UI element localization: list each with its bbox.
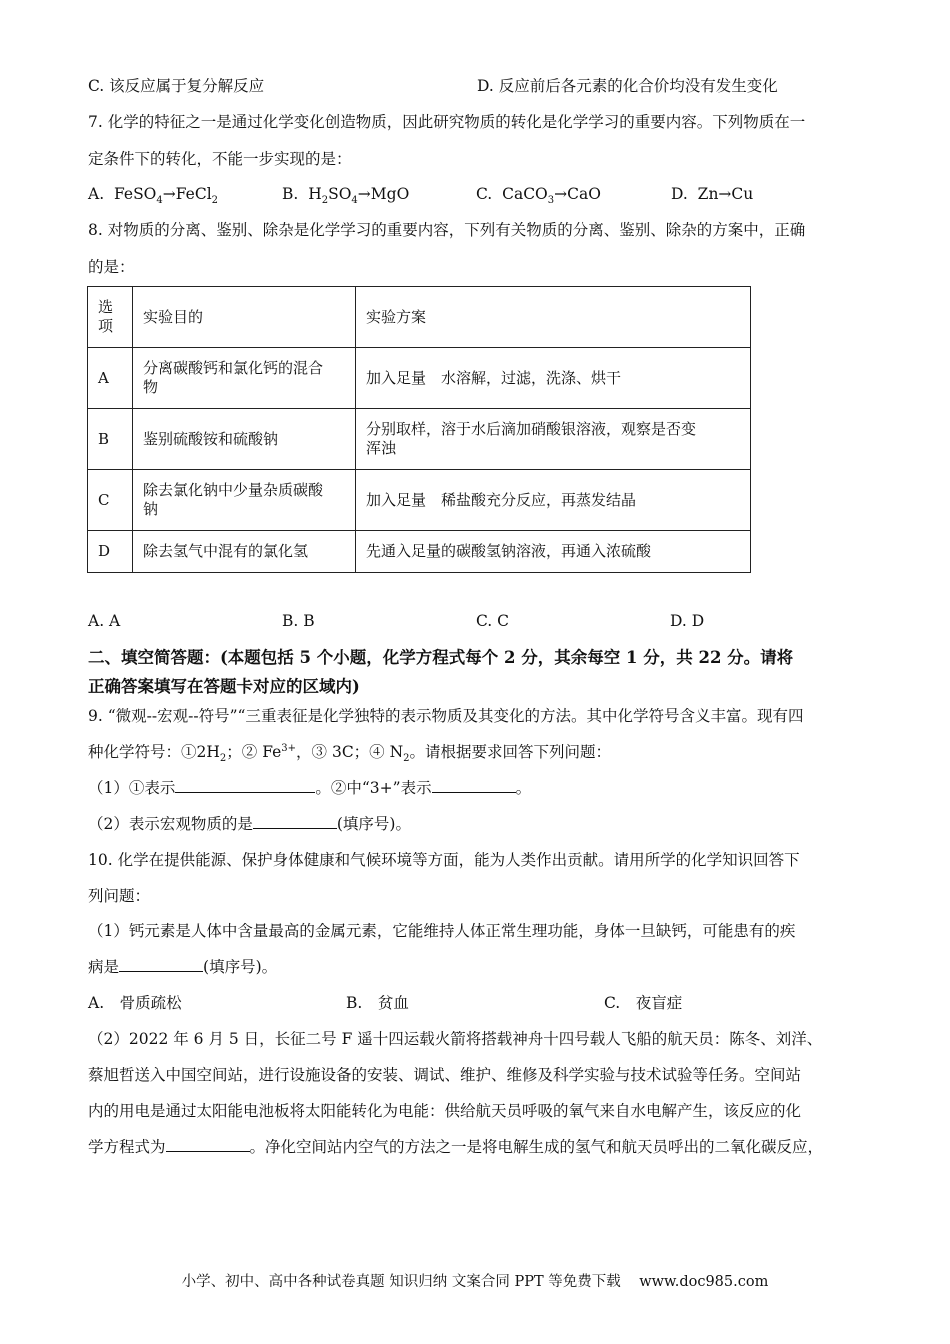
q10-option-b: B. 贫血 — [346, 994, 409, 1012]
row-plan: 分别取样，溶于水后滴加硝酸银溶液，观察是否变 浑浊 — [356, 409, 751, 470]
q10-sub1-line1: （1）钙元素是人体中含量最高的金属元素，它能维持人体正常生理功能，身体一旦缺钙，可能患有的疾 — [88, 922, 796, 940]
q8-answer-c: C. C — [476, 612, 510, 630]
q9-stem-line1: 9. “微观--宏观--符号”“三重表征是化学独特的表示物质及其变化的方法。其中化学符号含义丰富。现有四 — [88, 707, 804, 725]
answer-blank[interactable] — [432, 778, 516, 793]
q8-answer-a: A. A — [88, 612, 121, 630]
q7-stem-line1: 7. 化学的特征之一是通过化学变化创造物质，因此研究物质的转化是化学学习的重要内容。下列物质在一 — [88, 113, 806, 131]
header-plan: 实验方案 — [356, 287, 751, 348]
q7-option-a: A. FeSO$_4$→FeCl$_2$ — [88, 185, 219, 207]
row-option: D — [88, 531, 133, 573]
row-aim: 鉴别硫酸铵和硫酸钠 — [133, 409, 356, 470]
q7-option-c: C. CaCO$_3$→CaO — [476, 185, 601, 207]
q6-option-d: D. 反应前后各元素的化合价均没有发生变化 — [477, 77, 778, 95]
row-option: A — [88, 348, 133, 409]
q8-stem-line1: 8. 对物质的分离、鉴别、除杂是化学学习的重要内容，下列有关物质的分离、鉴别、除杂的方案中，正确 — [88, 221, 806, 239]
footer-site-link[interactable]: www.doc985.com — [639, 1274, 769, 1290]
table-row — [88, 409, 751, 470]
answer-blank[interactable] — [119, 957, 203, 972]
q8-answer-b: B. B — [282, 612, 315, 630]
answer-blank[interactable] — [166, 1137, 250, 1152]
section2-heading-line2: 正确答案填写在答题卡对应的区域内) — [88, 677, 360, 696]
table-row — [88, 531, 751, 573]
answer-blank[interactable] — [175, 778, 315, 793]
row-aim: 分离碳酸钙和氯化钙的混合 物 — [133, 348, 356, 409]
row-plan: 加入足量 水溶解，过滤，洗涤、烘干 — [356, 348, 751, 409]
q6-option-c: C. 该反应属于复分解反应 — [88, 77, 265, 95]
q7-stem-line2: 定条件下的转化，不能一步实现的是： — [88, 150, 352, 168]
q9-sub1: （1）①表示 。②中“3+”表示 。 — [88, 779, 532, 797]
row-plan: 先通入足量的碳酸氢钠溶液，再通入浓硫酸 — [356, 531, 751, 573]
q10-stem-line1: 10. 化学在提供能源、保护身体健康和气候环境等方面，能为人类作出贡献。请用所学的化学知识回答下 — [88, 851, 800, 869]
q10-sub2-line2: 蔡旭哲送入中国空间站，进行设施设备的安装、调试、维护、维修及科学实验与技术试验等任务。空间站 — [88, 1066, 802, 1084]
q8-answer-d: D. D — [670, 612, 705, 630]
table-header-row — [88, 287, 751, 348]
q7-option-d: D. Zn→Cu — [671, 185, 754, 203]
row-aim: 除去氢气中混有的氯化氢 — [133, 531, 356, 573]
header-option: 选 项 — [88, 287, 133, 348]
q8-options-table — [87, 286, 751, 573]
row-plan: 加入足量 稀盐酸充分反应，再蒸发结晶 — [356, 470, 751, 531]
q10-sub1-line2: 病是 (填序号)。 — [88, 958, 278, 976]
q10-stem-line2: 列问题： — [88, 887, 151, 905]
row-option: B — [88, 409, 133, 470]
q10-sub2-line1: （2）2022 年 6 月 5 日，长征二号 F 遥十四运载火箭将搭载神舟十四号载人飞船的航天员：陈冬、刘洋、 — [88, 1030, 823, 1048]
q10-sub2-line3: 内的用电是通过太阳能电池板将太阳能转化为电能：供给航天员呼吸的氧气来自水电解产生，该反应的化 — [88, 1102, 802, 1120]
q9-sub2: （2）表示宏观物质的是 (填序号)。 — [88, 815, 411, 833]
q10-option-a: A. 骨质疏松 — [88, 994, 182, 1012]
answer-blank[interactable] — [253, 814, 337, 829]
q7-option-b: B. $H_2SO_4\to MgO$ — [282, 185, 410, 207]
page-footer: 小学、初中、高中各种试卷真题 知识归纳 文案合同 PPT 等免费下载 www.doc985.com — [181, 1274, 769, 1290]
q10-option-c: C. 夜盲症 — [604, 994, 683, 1012]
table-row — [88, 348, 751, 409]
q9-stem-line2: 种化学符号：$①2H_2$；② $Fe^{3+}$，③ 3C；④ $N_2$。请根据要求回答下列问题： — [88, 742, 612, 765]
q8-stem-line2: 的是： — [88, 258, 135, 276]
q10-sub2-line4: 学方程式为 。净化空间站内空气的方法之一是将电解生成的氢气和航天员呼出的二氧化碳反应， — [88, 1138, 824, 1156]
row-aim: 除去氯化钠中少量杂质碳酸 钠 — [133, 470, 356, 531]
section2-heading-line1: 二、填空简答题：(本题包括 5 个小题，化学方程式每个 2 分，其余每空 1 分，共 22 分。请将 — [88, 648, 794, 667]
row-option: C — [88, 470, 133, 531]
table-row — [88, 470, 751, 531]
header-aim: 实验目的 — [133, 287, 356, 348]
